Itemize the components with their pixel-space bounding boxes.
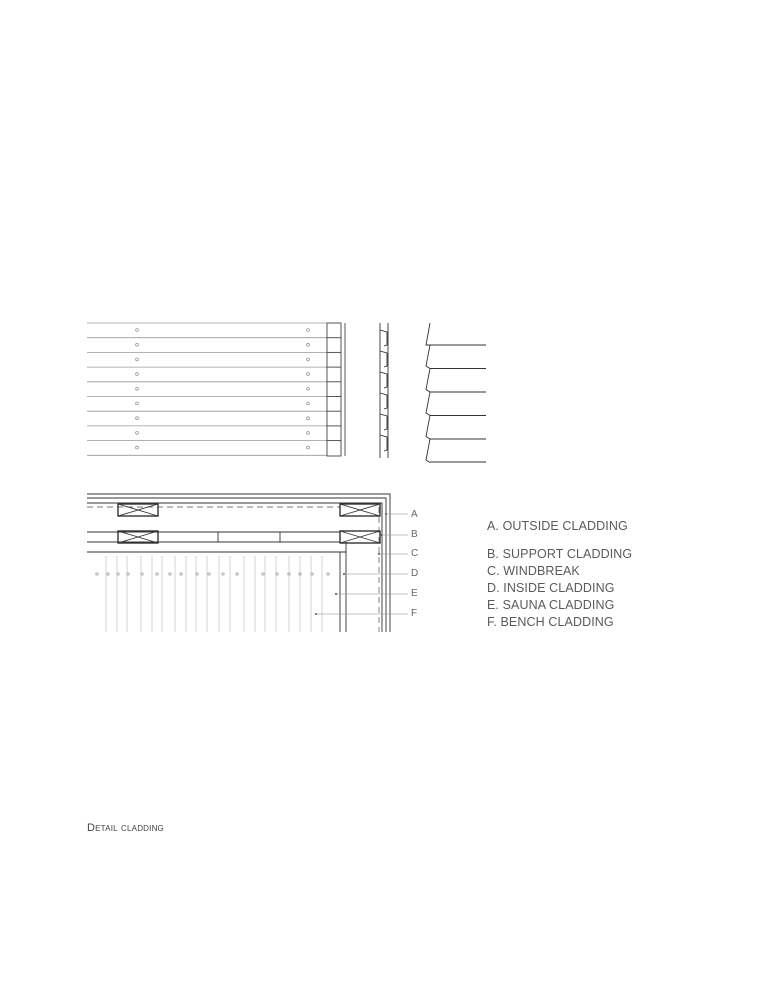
- screw-dot: [307, 373, 310, 376]
- slat-screw: [276, 573, 278, 575]
- screw-dot: [136, 446, 139, 449]
- tag-c: C: [411, 548, 419, 559]
- screw-dot: [136, 343, 139, 346]
- leader-dot: [315, 613, 317, 615]
- legend-windbreak: C. WINDBREAK: [487, 564, 580, 578]
- slat-screw: [222, 573, 224, 575]
- lap-board-face: [426, 439, 430, 463]
- drawing-caption: Detail cladding: [87, 822, 164, 834]
- cladding-boards-section: [327, 323, 345, 456]
- profile-clip: [380, 330, 387, 346]
- tag-e: E: [411, 588, 418, 599]
- leader-dot: [378, 553, 380, 555]
- legend-inside-cladding: D. INSIDE CLADDING: [487, 581, 615, 595]
- screw-dot: [307, 343, 310, 346]
- profile-clip: [380, 393, 387, 409]
- screw-dot: [307, 329, 310, 332]
- cladding-elevation-view: [87, 323, 327, 455]
- legend-bench-cladding: F. BENCH CLADDING: [487, 615, 614, 629]
- screw-dot: [307, 402, 310, 405]
- slat-screw: [107, 573, 109, 575]
- slat-screw: [196, 573, 198, 575]
- screw-dot: [307, 446, 310, 449]
- profile-clip: [380, 372, 387, 388]
- section-frame: [327, 323, 341, 456]
- lap-board-face: [426, 369, 430, 393]
- slat-screw: [236, 573, 238, 575]
- profile-clip: [380, 351, 387, 367]
- screw-dot: [136, 358, 139, 361]
- screw-dot: [136, 387, 139, 390]
- legend-outside-cladding: A. OUTSIDE CLADDING: [487, 519, 628, 533]
- slat-screw: [208, 573, 210, 575]
- slat-screw: [156, 573, 158, 575]
- slat-screw: [96, 573, 98, 575]
- leader-dot: [335, 593, 337, 595]
- lap-board-face: [426, 416, 430, 440]
- screw-dot: [307, 417, 310, 420]
- lap-board-face: [426, 345, 430, 369]
- screw-dot: [136, 432, 139, 435]
- profile-clip: [380, 414, 387, 430]
- screw-dot: [307, 358, 310, 361]
- slat-screw: [169, 573, 171, 575]
- leader-dot: [385, 513, 387, 515]
- cladding-profile-view: [380, 323, 486, 463]
- slat-screw: [141, 573, 143, 575]
- tag-d: D: [411, 568, 419, 579]
- legend-sauna-cladding: E. SAUNA CLADDING: [487, 598, 615, 612]
- screw-dot: [307, 387, 310, 390]
- profile-clip: [380, 435, 387, 451]
- screw-dot: [136, 373, 139, 376]
- legend-support-cladding: B. SUPPORT CLADDING: [487, 547, 633, 561]
- screw-dot: [307, 432, 310, 435]
- tag-b: B: [411, 529, 418, 540]
- slat-screw: [327, 573, 329, 575]
- outer-cladding-inner: [87, 498, 386, 632]
- support-line: [87, 503, 382, 632]
- slat-screw: [180, 573, 182, 575]
- slat-screw: [311, 573, 313, 575]
- slat-screw: [262, 573, 264, 575]
- slat-screw: [117, 573, 119, 575]
- screw-dot: [136, 329, 139, 332]
- screw-dot: [136, 402, 139, 405]
- tag-a: A: [411, 509, 418, 520]
- lap-board: [426, 323, 430, 345]
- slat-screw: [127, 573, 129, 575]
- lap-board-face: [426, 392, 430, 416]
- tag-f: F: [411, 608, 418, 619]
- screw-dot: [136, 417, 139, 420]
- wall-plan-detail: [87, 494, 408, 632]
- leader-dot: [380, 534, 382, 536]
- leader-dot: [343, 573, 345, 575]
